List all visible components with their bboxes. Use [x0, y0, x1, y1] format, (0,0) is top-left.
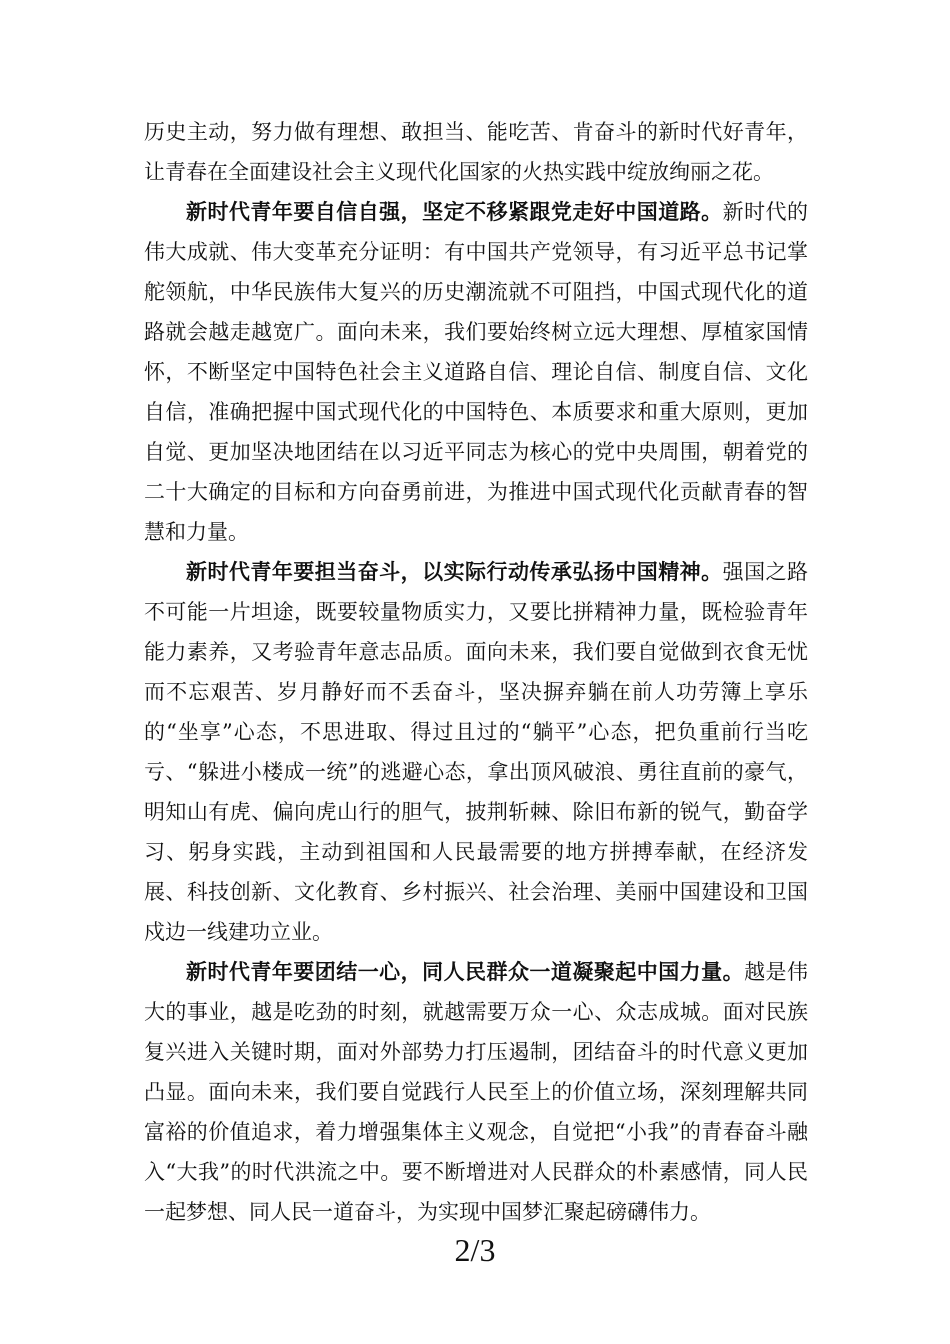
paragraph-heading: 新时代青年要自信自强，坚定不移紧跟党走好中国道路。 [186, 200, 723, 224]
paragraph-text: 新时代的伟大成就、伟大变革充分证明：有中国共产党领导，有习近平总书记掌舵领航，中华民族伟大复兴的历史潮流就不可阻挡，中国式现代化的道路就会越走越宽广。面向未来，我们要始终树立远大理想、厚植家国情怀，不断坚定中国特色社会主义道路自信、理论自信、制度自信、文化自信，准确把握中国式现代化的中国特色、本质要求和重大原则，更加自觉、更加坚决地团结在以习近平同志为核心的党中央周围，朝着党的二十大确定的目标和方向奋勇前进，为推进中国式现代化贡献青春的智慧和力量。 [144, 200, 809, 544]
page-number: 2/3 [454, 1232, 496, 1268]
paragraph-unity [144, 952, 808, 1232]
paragraph-text: 强国之路不可能一片坦途，既要较量物质实力，又要比拼精神力量，既检验青年能力素养，又考验青年意志品质。面向未来，我们要自觉做到衣食无忧而不忘艰苦、岁月静好而不丢奋斗，坚决摒弃躺在前人功劳簿上享乐的“坐享”心态，不思进取、得过且过的“躺平”心态，把负重前行当吃亏、“躲进小楼成一统”的逃避心态，拿出顶风破浪、勇往直前的豪气，明知山有虎、偏向虎山行的胆气，披荆斩棘、除旧布新的锐气，勤奋学习、躬身实践，主动到祖国和人民最需要的地方拼搏奉献，在经济发展、科技创新、文化教育、乡村振兴、社会治理、美丽中国建设和卫国戍边一线建功立业。 [144, 560, 809, 944]
document-body [144, 112, 808, 1232]
paragraph-text: 历史主动，努力做有理想、敢担当、能吃苦、肯奋斗的新时代好青年，让青春在全面建设社会主义现代化国家的火热实践中绽放绚丽之花。 [144, 120, 808, 184]
paragraph-confidence [144, 192, 808, 552]
paragraph-heading: 新时代青年要担当奋斗，以实际行动传承弘扬中国精神。 [186, 560, 723, 584]
paragraph-responsibility [144, 552, 808, 952]
paragraph-text: 越是伟大的事业，越是吃劲的时刻，就越需要万众一心、众志成城。面对民族复兴进入关键时期，面对外部势力打压遏制，团结奋斗的时代意义更加凸显。面向未来，我们要自觉践行人民至上的价值立场，深刻理解共同富裕的价值追求，着力增强集体主义观念，自觉把“小我”的青春奋斗融入“大我”的时代洪流之中。要不断增进对人民群众的朴素感情，同人民一起梦想、同人民一道奋斗，为实现中国梦汇聚起磅礴伟力。 [144, 960, 809, 1224]
paragraph-continuation [144, 112, 808, 192]
paragraph-heading: 新时代青年要团结一心，同人民群众一道凝聚起中国力量。 [186, 960, 745, 984]
